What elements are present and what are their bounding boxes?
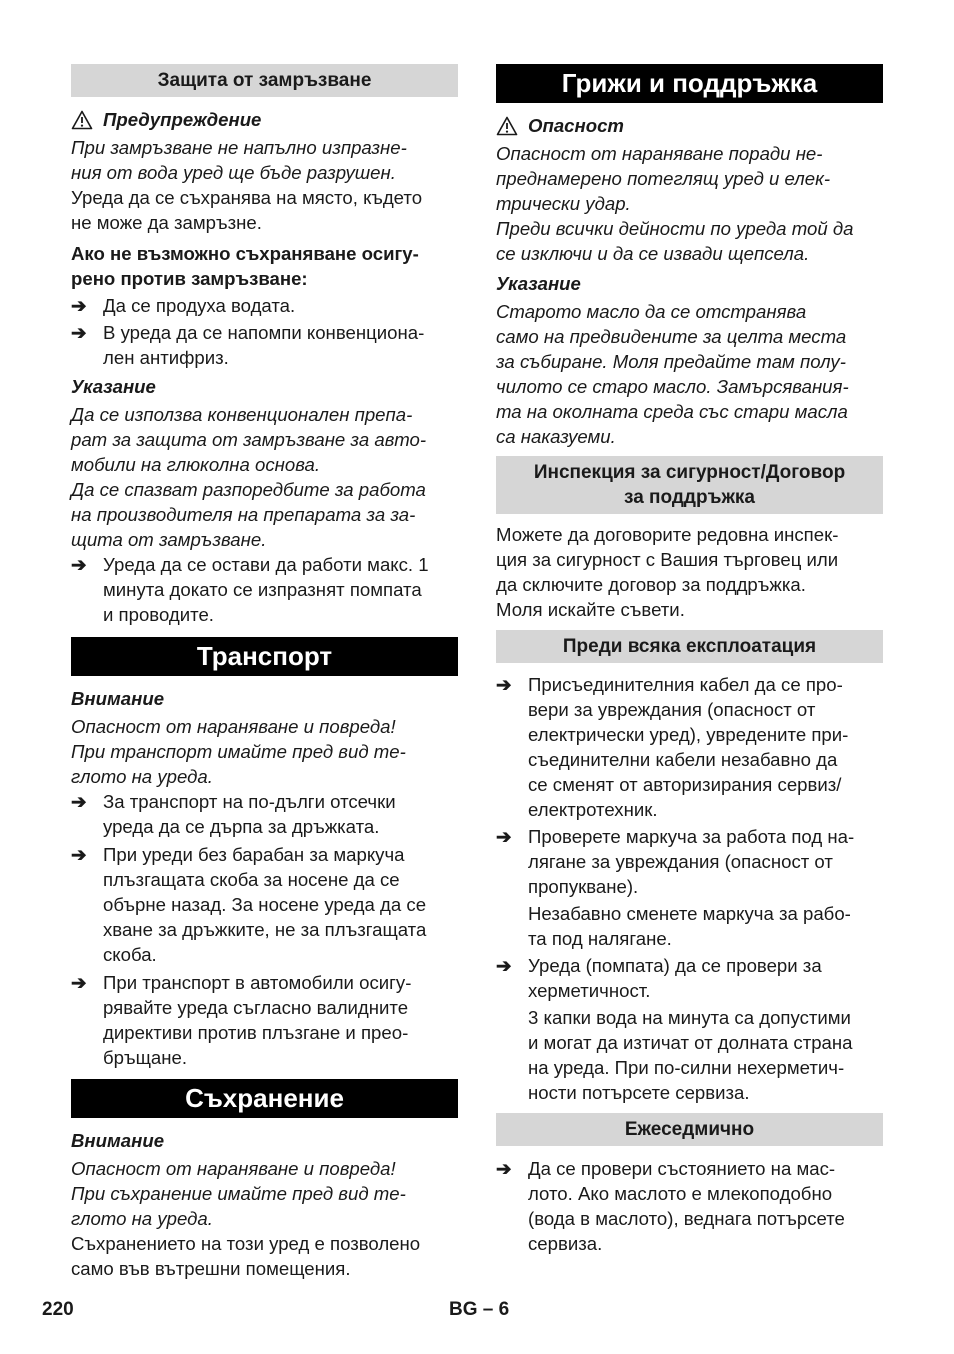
inspection-text: Можете да договорите редовна инспек- ция за сигурност с Вашия търговец или да сключите договор за поддръжка. Моля искайте съвети.: [496, 524, 839, 620]
bold-instruction: рено против замръзване:: [71, 268, 308, 289]
arrow-right-icon: ➔: [71, 322, 87, 343]
heading-inspection: Инспекция за сигурност/Договор за поддръжка: [496, 456, 883, 514]
list-item: ➔ Да се провери състоянието на мас- лото. Ако маслото е млекоподобно (вода в маслото), веднага потърсете сервиза.: [496, 1158, 845, 1254]
list-item: ➔ В уреда да се напомпи конвенциона- лен антифриз.: [71, 322, 425, 368]
arrow-right-icon: ➔: [496, 826, 512, 847]
arrow-right-icon: ➔: [71, 554, 87, 575]
warning-label: Предупреждение: [71, 107, 458, 132]
arrow-right-icon: ➔: [496, 1158, 512, 1179]
heading-weekly: Ежеседмично: [496, 1113, 883, 1146]
heading-care: Грижи и поддръжка: [496, 64, 883, 103]
list-item: ➔ Присъединителния кабел да се про- вери за увреждания (опасност от електрически уред), увредените при- съединителни кабели незабавно да се сменят от авторизирания сервиз/ електротехник.: [496, 674, 849, 820]
list-item: ➔ При уреди без барабан за маркуча плъзгащата скоба за носене да се обърне назад. За носене уреда да се хване за дръжките, не за плъзгащата скоба.: [71, 844, 427, 965]
bold-instruction: Ако не възможно съхраняване осигу-: [71, 243, 419, 264]
list-item: ➔ При транспорт в автомобили осигу- рявайте уреда съгласно валидните директиви против плъзгане и прео- бръщане.: [71, 972, 412, 1068]
arrow-right-icon: ➔: [496, 955, 512, 976]
body-text: не може да замръзне.: [71, 212, 262, 233]
page-number: 220: [42, 1299, 74, 1320]
list-item: ➔ Да се продуха водата.: [71, 295, 296, 316]
section-label: BG – 6: [449, 1299, 510, 1320]
note-label: Указание: [71, 376, 156, 397]
heading-frost-protection: Защита от замръзване: [71, 64, 458, 97]
list-item: ➔ Уреда да се остави да работи макс. 1 минута докато се изпразнят помпата и проводите.: [71, 554, 429, 625]
arrow-right-icon: ➔: [496, 674, 512, 695]
note-text: Старото масло да се отстранява само на предвидените за целта места за събиране. Моля предайте там полу- чилото се старо масло. Замърсявания- та на околната среда със стари масла са наказуеми.: [496, 301, 849, 447]
danger-text: Опасност от нараняване поради не- преднамерено потеглящ уред и елек- трически удар. Преди всички дейности по уреда той да се изключи и да се извади щепсела.: [496, 143, 854, 264]
list-item: ➔ За транспорт на по-дълги отсечки уреда да се дърпа за дръжката.: [71, 791, 396, 837]
warning-text: При замръзване не напълно изпразне-: [71, 137, 407, 158]
left-column: [71, 64, 458, 1281]
caution-text: Опасност от нараняване и повреда! При транспорт имайте пред вид те- глото на уреда.: [71, 716, 406, 787]
note-label: Указание: [496, 273, 581, 294]
note-text: Да се използва конвенционален препа- рат за защита от замръзване за авто- мобили на глюколна основа. Да се спазват разпоредбите за работа на производителя на препарата за за- щита от замръзване.: [71, 404, 427, 550]
danger-label: Опасност: [496, 113, 883, 138]
continuation-text: Незабавно сменете маркуча за рабо- та под налягане.: [528, 903, 851, 949]
list-item: ➔ Проверете маркуча за работа под на- лягане за увреждания (опасност от пропукване).: [496, 826, 855, 897]
arrow-right-icon: ➔: [71, 295, 87, 316]
heading-storage: Съхранение: [71, 1079, 458, 1118]
warning-text: ния от вода уред ще бъде разрушен.: [71, 162, 396, 183]
caution-text: Опасност от нараняване и повреда! При съхранение имайте пред вид те- глото на уреда. Съхранението на този уред е позволено само във вътрешни помещения.: [71, 1158, 421, 1279]
arrow-right-icon: ➔: [71, 972, 87, 993]
arrow-right-icon: ➔: [71, 844, 87, 865]
caution-label: Внимание: [71, 688, 165, 709]
body-text: Уреда да се съхранява на място, където: [71, 187, 423, 208]
heading-before-operation: Преди всяка експлоатация: [496, 630, 883, 663]
caution-label: Внимание: [71, 1130, 165, 1151]
warning-triangle-icon: [71, 110, 93, 130]
arrow-right-icon: ➔: [71, 791, 87, 812]
list-item: ➔ Уреда (помпата) да се провери за херметичност.: [496, 955, 822, 1001]
heading-transport: Транспорт: [71, 637, 458, 676]
continuation-text: 3 капки вода на минута са допустими и могат да изтичат от долната страна на уреда. При по-силни нехерметич- ности потърсете сервиза.: [528, 1007, 853, 1103]
right-column: [496, 64, 883, 1256]
warning-triangle-icon: [496, 116, 518, 136]
